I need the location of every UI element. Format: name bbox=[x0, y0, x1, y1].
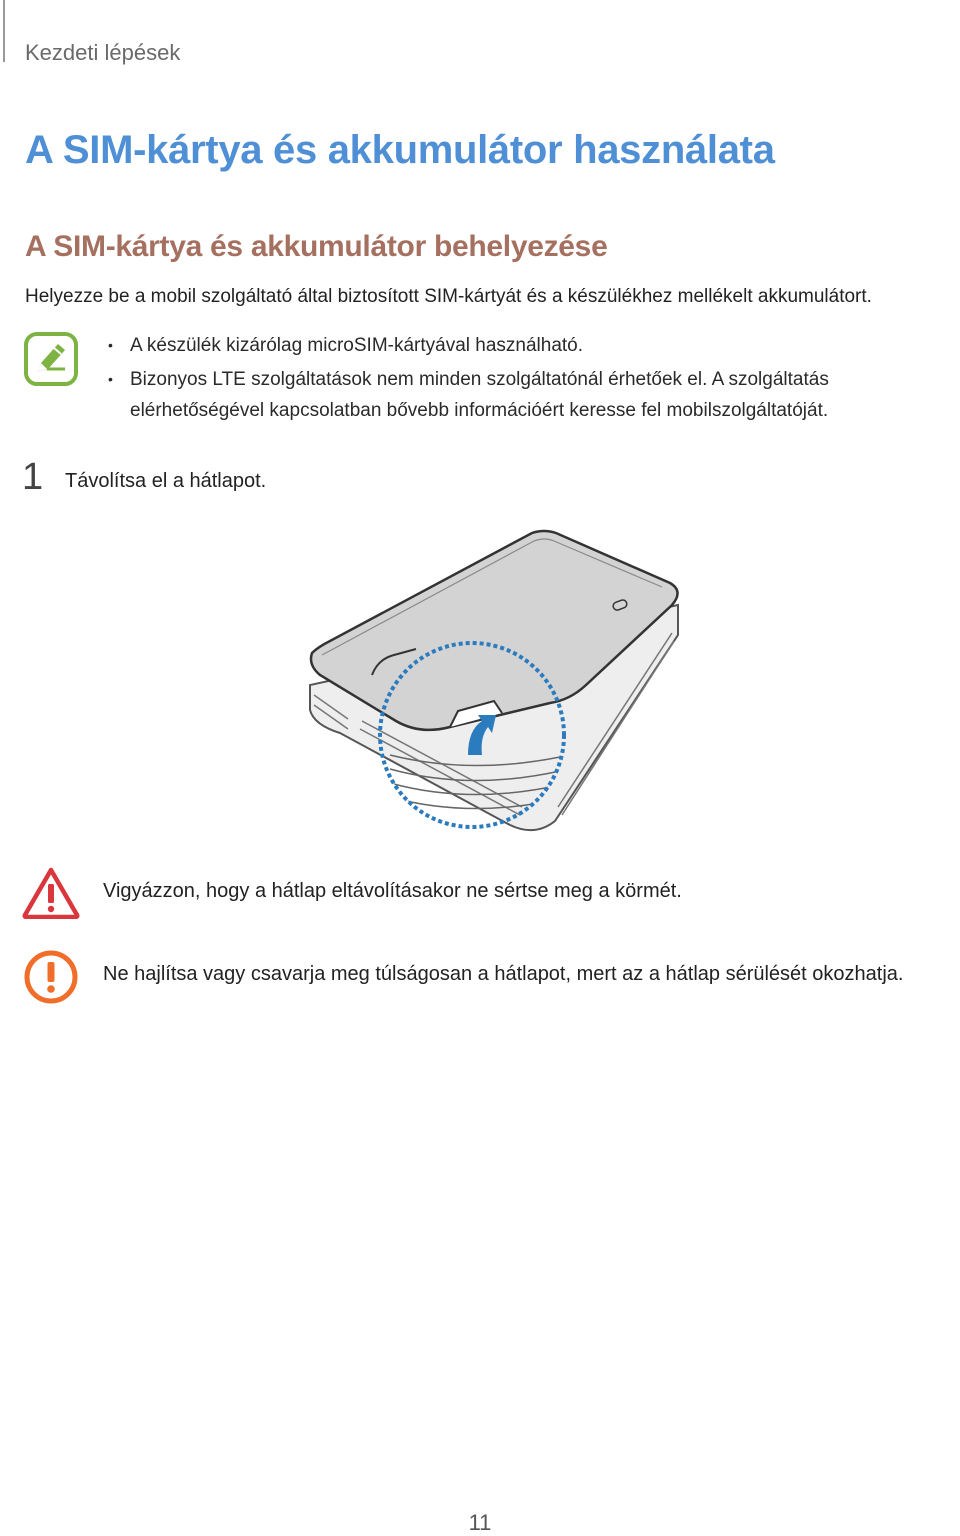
caution-triangle-icon bbox=[22, 867, 80, 919]
page-edge-line bbox=[3, 0, 5, 62]
page-title: A SIM-kártya és akkumulátor használata bbox=[25, 128, 775, 172]
bullet-marker: • bbox=[108, 371, 113, 387]
section-title: A SIM-kártya és akkumulátor behelyezése bbox=[25, 230, 608, 263]
bullet-marker: • bbox=[108, 337, 113, 353]
warning-text: Ne hajlítsa vagy csavarja meg túlságosan a hátlapot, mert az a hátlap sérülését okozhatja. bbox=[103, 963, 904, 985]
note-list bbox=[108, 330, 928, 429]
note-item bbox=[108, 330, 928, 361]
step-number: 1 bbox=[22, 456, 44, 498]
note-text: A készülék kizárólag microSIM-kártyával használható. bbox=[130, 335, 584, 356]
running-header: Kezdeti lépések bbox=[25, 40, 181, 65]
note-item bbox=[108, 364, 928, 426]
phone-back-cover-illustration bbox=[300, 525, 700, 845]
page-number: 11 bbox=[468, 1510, 492, 1535]
note-text: Bizonyos LTE szolgáltatások nem minden szolgáltatónál érhetőek el. A szolgáltatás elérhetőségével kapcsolatban bővebb információért keresse fel mobilszolgáltatóját. bbox=[130, 369, 829, 421]
pencil-note-icon bbox=[24, 332, 78, 386]
exclamation-circle-icon bbox=[24, 950, 78, 1004]
caution-text: Vigyázzon, hogy a hátlap eltávolításakor ne sértse meg a körmét. bbox=[103, 880, 682, 902]
intro-paragraph: Helyezze be a mobil szolgáltató által biztosított SIM-kártyát és a készülékhez mellékelt akkumulátort. bbox=[25, 286, 872, 307]
step-text: Távolítsa el a hátlapot. bbox=[65, 470, 267, 492]
